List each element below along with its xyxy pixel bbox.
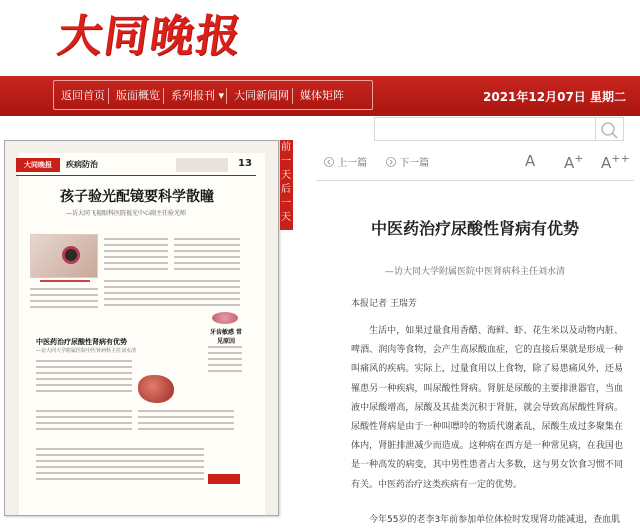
thumbnail-article2-headline[interactable]: 中医药治疗尿酸性肾病有优势 [36, 338, 127, 346]
thumbnail-text-line [36, 454, 204, 456]
thumbnail-red-box [208, 474, 240, 484]
thumbnail-text-line [36, 384, 132, 386]
thumbnail-text-line [104, 244, 168, 246]
article-paragraph: 今年55岁的老李3年前参加单位体检时发现肾功能减退，查血肌 [369, 514, 621, 525]
thumbnail-text-line [104, 238, 168, 240]
nav-divider [292, 88, 293, 104]
font-size-large-button[interactable] [564, 152, 583, 172]
thumbnail-text-line [138, 416, 234, 418]
article-title: 中医药治疗尿酸性肾病有优势 [370, 219, 579, 238]
thumbnail-text-line [36, 410, 132, 412]
thumbnail-text-line [30, 306, 98, 308]
thumbnail-text-line [30, 300, 98, 302]
nav-item-overview[interactable]: 版面概览 [116, 89, 160, 102]
article-body [351, 322, 623, 530]
thumbnail-text-line [174, 268, 240, 270]
search-button[interactable] [596, 117, 624, 141]
thumbnail-kidney-illustration [138, 375, 174, 403]
prev-article-label: 上一篇 [337, 158, 368, 169]
thumbnail-caption [40, 280, 90, 282]
chevron-right-icon [386, 157, 396, 167]
thumbnail-text-line [36, 466, 204, 468]
search-input[interactable] [374, 117, 596, 141]
font-size-default-button[interactable] [525, 152, 535, 170]
thumbnail-section-name: 疾病防治 [66, 160, 98, 169]
thumbnail-text-line [36, 366, 132, 368]
nav-item-news-site[interactable]: 大同新闻网 [234, 89, 289, 102]
nav-item-series[interactable]: 系列报刊 ▾ [171, 89, 225, 102]
thumbnail-text-line [138, 422, 234, 424]
font-size-large-label: A [564, 154, 575, 172]
thumbnail-text-line [104, 268, 168, 270]
thumbnail-text-line [174, 238, 240, 240]
thumbnail-text-line [208, 358, 242, 360]
newspaper-logo[interactable]: 大同晚报 [54, 11, 246, 62]
nav-divider [108, 88, 109, 104]
thumbnail-text-line [208, 346, 242, 348]
thumbnail-text-line [104, 292, 240, 294]
thumbnail-photo-lens [62, 246, 80, 264]
thumbnail-text-line [36, 448, 204, 450]
thumbnail-text-line [138, 428, 234, 430]
font-size-larger-button[interactable] [601, 152, 630, 172]
thumbnail-text-line [104, 256, 168, 258]
thumbnail-meta-box [176, 158, 228, 172]
thumbnail-text-line [36, 478, 204, 480]
font-size-larger-label: A [601, 154, 612, 172]
nav-item-home[interactable]: 返回首页 [61, 89, 105, 102]
thumbnail-text-line [174, 244, 240, 246]
issue-date: 2021年12月07日 星期二 [483, 90, 626, 104]
thumbnail-text-line [36, 460, 204, 462]
thumbnail-article-headline[interactable]: 孩子验光配镜要科学散瞳 [60, 189, 214, 205]
next-article-link[interactable] [386, 157, 429, 171]
thumbnail-page-number: 13 [238, 158, 252, 169]
thumbnail-text-line [104, 250, 168, 252]
thumbnail-article2-subhead: —访大同大学附属医院中医肾病科主任刘水清 [36, 348, 137, 354]
font-size-larger-sup: ++ [611, 152, 630, 165]
thumbnail-text-line [104, 286, 240, 288]
nav-divider [163, 88, 164, 104]
thumbnail-text-line [36, 378, 132, 380]
thumbnail-side-title: 牙齿敏感 常见原因 [209, 329, 243, 345]
thumbnail-text-line [174, 256, 240, 258]
font-size-large-sup: + [574, 152, 584, 165]
thumbnail-text-line [36, 428, 132, 430]
thumbnail-text-line [208, 352, 242, 354]
thumbnail-text-line [208, 370, 242, 372]
thumbnail-mouth-illustration [212, 312, 238, 324]
thumbnail-text-line [36, 372, 132, 374]
thumbnail-masthead: 大同晚报 [16, 158, 60, 172]
nav-item-media-matrix[interactable]: 媒体矩阵 [300, 89, 344, 102]
article-byline: 本报记者 王瑞芳 [351, 299, 417, 309]
article-subtitle: —访大同大学附属医院中医肾病科主任刘水清 [384, 267, 565, 277]
thumbnail-text-line [30, 288, 98, 290]
thumbnail-article-subhead: —访大同飞视眼科医院视光中心副主任验光师 [66, 210, 187, 217]
thumbnail-text-line [36, 390, 132, 392]
thumbnail-text-line [104, 280, 240, 282]
thumbnail-text-line [36, 472, 204, 474]
thumbnail-text-line [138, 410, 234, 412]
thumbnail-text-line [104, 304, 240, 306]
next-article-label: 下一篇 [399, 158, 430, 169]
thumbnail-text-line [174, 262, 240, 264]
thumbnail-text-line [174, 250, 240, 252]
thumbnail-text-line [30, 294, 98, 296]
thumbnail-text-line [208, 364, 242, 366]
thumbnail-rule [16, 175, 256, 176]
search-icon [596, 118, 624, 142]
thumbnail-text-line [104, 262, 168, 264]
prev-article-link[interactable] [324, 157, 367, 171]
thumbnail-text-line [104, 298, 240, 300]
header [0, 0, 640, 76]
thumbnail-text-line [36, 422, 132, 424]
toolbar-divider [316, 180, 634, 181]
thumbnail-text-line [36, 416, 132, 418]
day-nav-links[interactable]: 前一天 后一天 [281, 142, 291, 223]
thumbnail-text-line [36, 360, 132, 362]
article-paragraph: 生活中，如果过量食用香醋、海鲜、虾、花生米以及动物内脏、啤酒、润肉等食物，会产生高尿酸血症，它的直接后果就是形成一种叫痛风的疾病。实际上，过量食用以上食物，除了易患痛风外，还易罹患另一种疾病，叫尿酸性肾病。肾脏是尿酸的主要排泄器官，当血液中尿酸增高，尿酸及其盐类沉积于肾脏，就会导致高尿酸性肾病。尿酸性肾病是由于一种叫嘌呤的物质代谢紊乱，尿酸生成过多聚集在体内，肾脏排泄减少而造成。这种病在西方是一种常见病，在我国也是一种高发的病变，其中男性患者占大多数，这与男女饮食习惯不同有关。中医药治疗这类疾病有一定的优势。 [351, 326, 623, 490]
nav-divider [226, 88, 227, 104]
font-size-default-label: A [525, 152, 536, 170]
chevron-left-icon [324, 157, 334, 167]
